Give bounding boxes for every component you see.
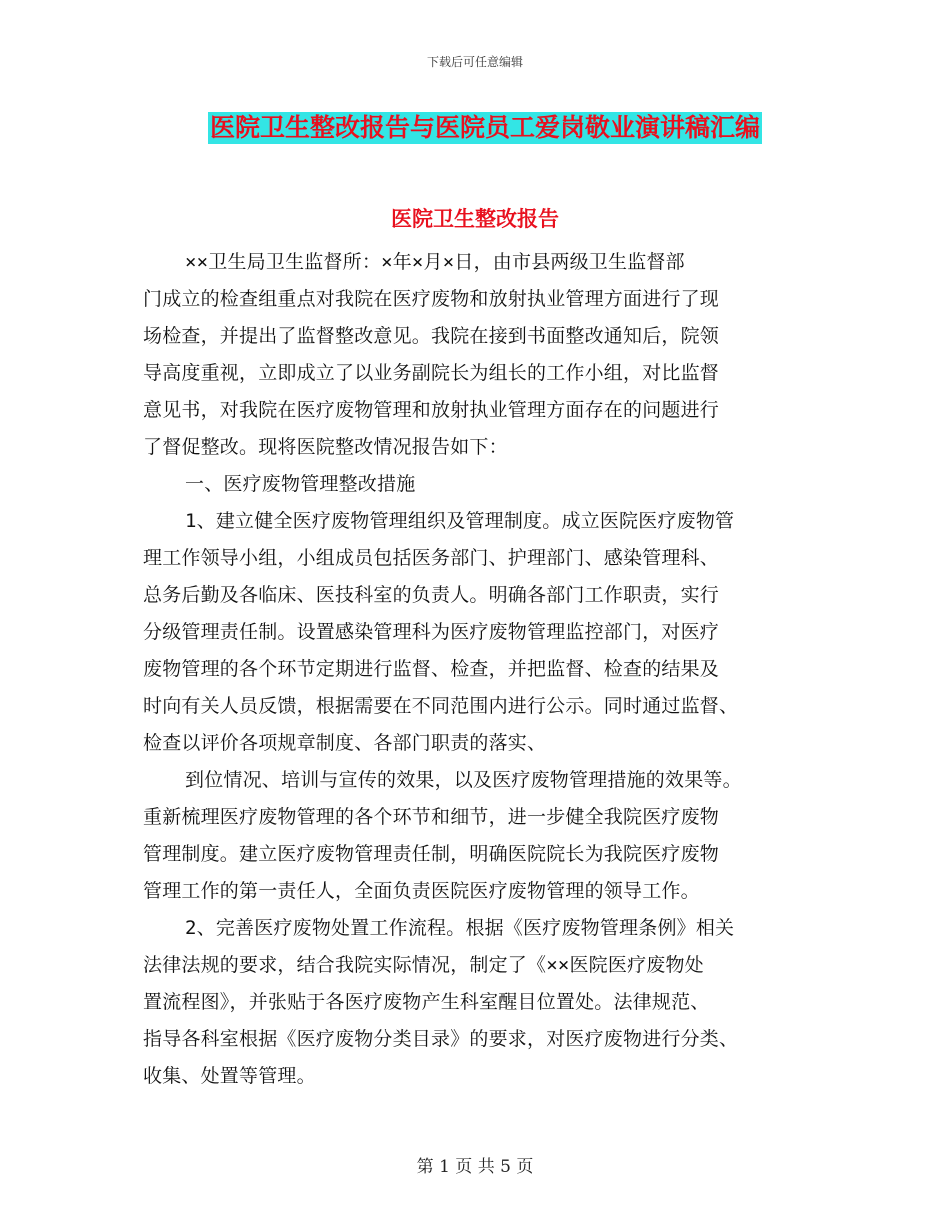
paragraph-line: 废物管理的各个环节定期进行监督、检查，并把监督、检查的结果及 <box>143 658 720 680</box>
section-title: 医院卫生整改报告 <box>391 206 559 231</box>
paragraph-line: 收集、处置等管理。 <box>143 1065 316 1087</box>
paragraph-line: ××卫生局卫生监督所：×年×月×日，由市县两级卫生监督部 <box>185 251 685 273</box>
paragraph-line: 意见书，对我院在医疗废物管理和放射执业管理方面存在的问题进行 <box>143 399 720 421</box>
header-note: 下载后可任意编辑 <box>426 55 523 69</box>
paragraph-line: 时向有关人员反馈，根据需要在不同范围内进行公示。同时通过监督、 <box>143 695 739 717</box>
paragraph-line: 导高度重视，立即成立了以业务副院长为组长的工作小组，对比监督 <box>143 362 720 384</box>
paragraph-line: 到位情况、培训与宣传的效果，以及医疗废物管理措施的效果等。 <box>185 769 742 791</box>
paragraph-line: 了督促整改。现将医院整改情况报告如下： <box>143 436 508 458</box>
paragraph-line: 指导各科室根据《医疗废物分类目录》的要求，对医疗废物进行分类、 <box>143 1028 739 1050</box>
paragraph-line: 1、建立健全医疗废物管理组织及管理制度。成立医院医疗废物管 <box>185 510 735 532</box>
paragraph-line: 检查以评价各项规章制度、各部门职责的落实、 <box>143 732 547 754</box>
paragraph-line: 法律法规的要求，结合我院实际情况，制定了《××医院医疗废物处 <box>143 954 704 976</box>
document-title: 医院卫生整改报告与医院员工爱岗敬业演讲稿汇编 <box>210 113 761 142</box>
paragraph-line: 门成立的检查组重点对我院在医疗废物和放射执业管理方面进行了现 <box>143 288 720 310</box>
paragraph-line: 置流程图》，并张贴于各医疗废物产生科室醒目位置处。法律规范、 <box>143 991 710 1013</box>
paragraph-line: 管理制度。建立医疗废物管理责任制，明确医院院长为我院医疗废物 <box>143 843 720 865</box>
paragraph-line: 管理工作的第一责任人，全面负责医院医疗废物管理的领导工作。 <box>143 880 700 902</box>
subheading-line: 一、医疗废物管理整改措施 <box>185 473 416 495</box>
paragraph-line: 理工作领导小组，小组成员包括医务部门、护理部门、感染管理科、 <box>143 547 720 569</box>
paragraph-line: 分级管理责任制。设置感染管理科为医疗废物管理监控部门，对医疗 <box>143 621 720 643</box>
paragraph-line: 2、完善医疗废物处置工作流程。根据《医疗废物管理条例》相关 <box>185 917 735 939</box>
paragraph-line: 总务后勤及各临床、医技科室的负责人。明确各部门工作职责，实行 <box>143 584 720 606</box>
paragraph-line: 重新梳理医疗废物管理的各个环节和细节，进一步健全我院医疗废物 <box>143 806 720 828</box>
body-text <box>143 244 810 1095</box>
page-footer: 第 1 页 共 5 页 <box>416 1157 534 1177</box>
paragraph-line: 场检查，并提出了监督整改意见。我院在接到书面整改通知后，院领 <box>143 325 720 347</box>
